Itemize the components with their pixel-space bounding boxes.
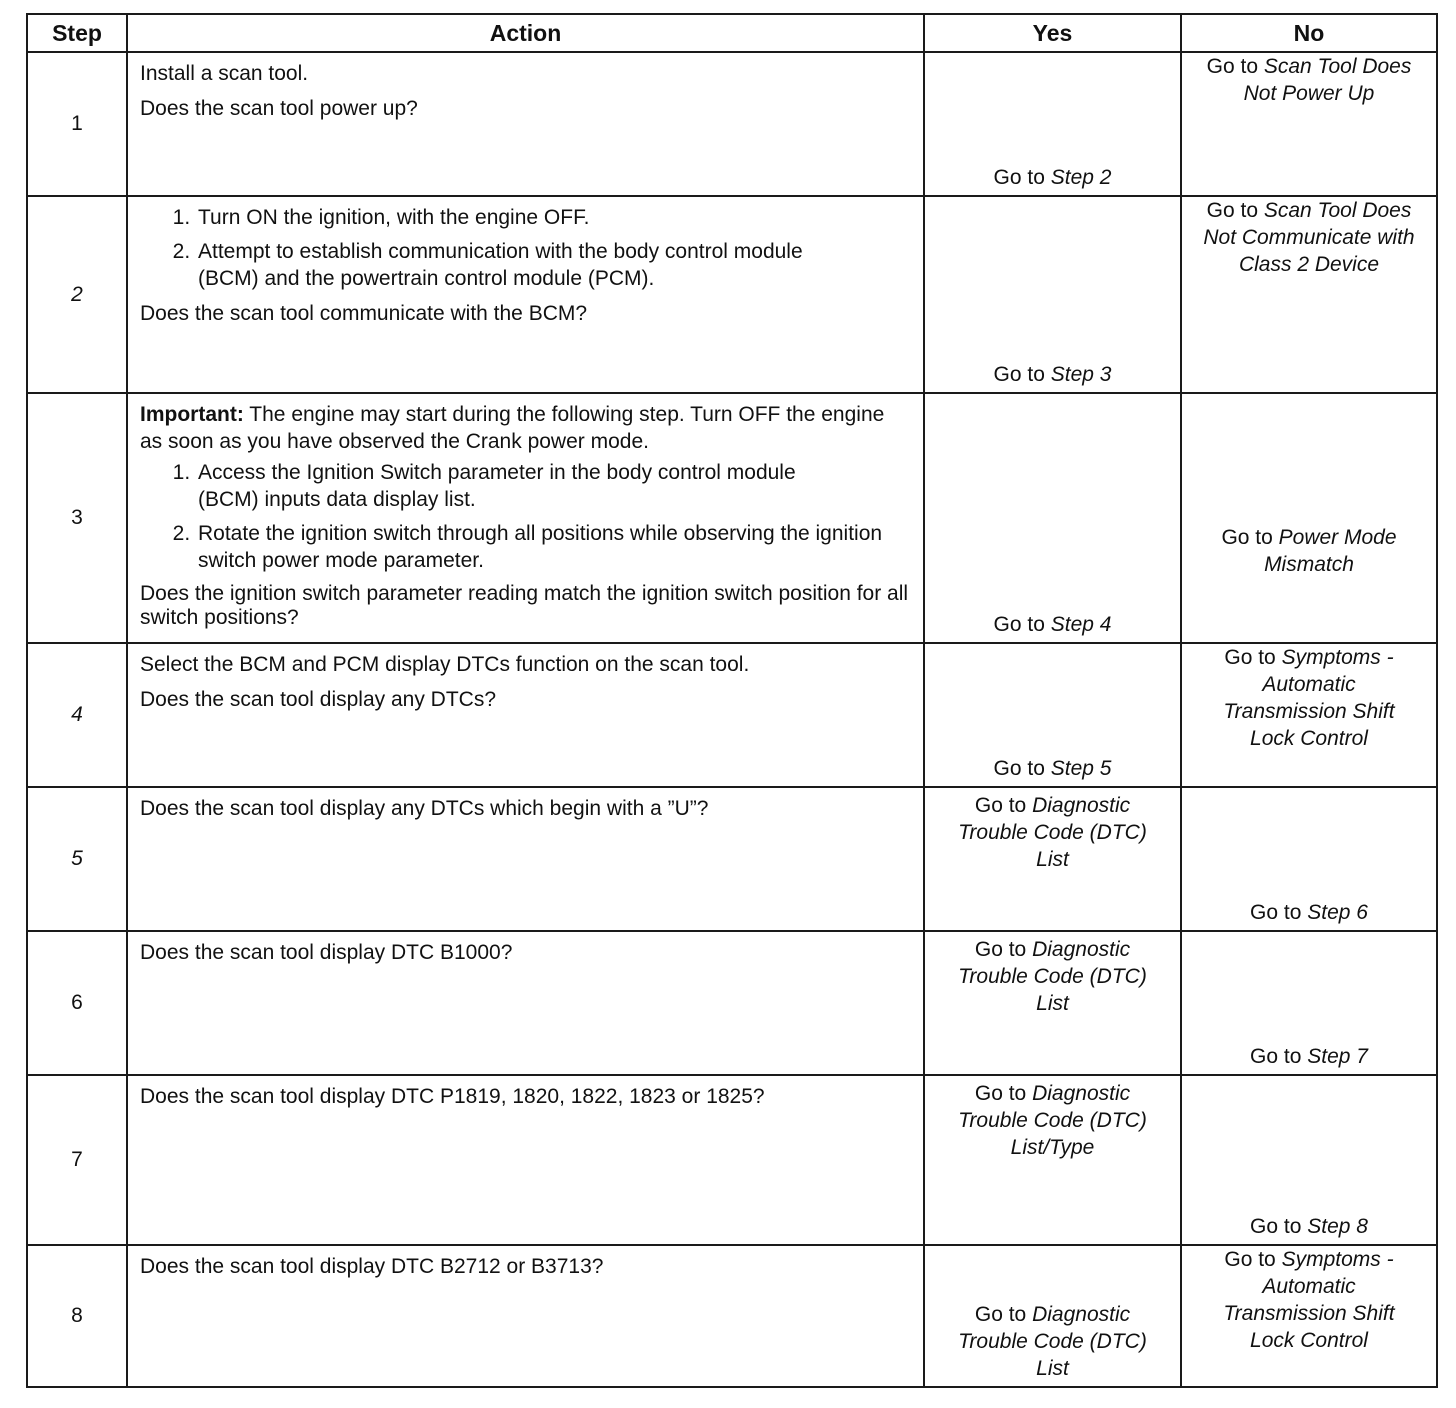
yes-link[interactable]: Step 2 <box>1050 166 1112 189</box>
action-question: Does the scan tool display DTC P1819, 1820, 1822, 1823 or 1825? <box>140 1085 765 1108</box>
yes-cell <box>924 52 1181 196</box>
no-link[interactable]: Scan Tool Does Not Power Up <box>1243 55 1412 105</box>
step-number: 7 <box>27 1075 127 1245</box>
action-list-item: 2. Attempt to establish communication with the body control module (BCM) and the powertrain control module (PCM). <box>196 238 911 292</box>
yes-prefix: Go to <box>974 1082 1027 1105</box>
yes-cell <box>924 1075 1181 1245</box>
table-row <box>27 1245 1437 1387</box>
header-yes: Yes <box>924 14 1181 52</box>
no-cell <box>1181 52 1437 196</box>
no-cell <box>1181 196 1437 393</box>
action-text: Install a scan tool. <box>140 62 309 85</box>
yes-prefix: Go to <box>974 938 1027 961</box>
header-no: No <box>1181 14 1437 52</box>
no-cell <box>1181 1245 1437 1387</box>
action-cell <box>127 1245 924 1387</box>
step-number: 6 <box>27 931 127 1075</box>
action-question: Does the scan tool power up? <box>140 97 418 120</box>
action-cell <box>127 52 924 196</box>
no-link[interactable]: Scan Tool Does Not Communicate with Class 2 Device <box>1203 199 1415 276</box>
no-link[interactable]: Symptoms - Automatic Transmission Shift Lock Control <box>1223 1248 1395 1352</box>
no-link[interactable]: Step 7 <box>1307 1045 1368 1068</box>
action-question: Does the scan tool display any DTCs? <box>140 688 497 711</box>
important-text: The engine may start during the following step. Turn OFF the engine as soon as you have observed the Crank power mode. <box>140 403 885 453</box>
yes-prefix: Go to <box>993 363 1045 386</box>
step-number: 5 <box>27 787 127 931</box>
no-prefix: Go to <box>1206 55 1259 78</box>
header-step: Step <box>27 14 127 52</box>
action-question: Does the scan tool display DTC B2712 or B3713? <box>140 1255 604 1278</box>
no-link[interactable]: Symptoms - Automatic Transmission Shift Lock Control <box>1223 646 1395 750</box>
action-cell <box>127 1075 924 1245</box>
table-row <box>27 931 1437 1075</box>
yes-cell <box>924 787 1181 931</box>
action-question: Does the ignition switch parameter reading match the ignition switch position for all switch positions? <box>140 582 909 629</box>
yes-cell <box>924 643 1181 787</box>
action-question: Does the scan tool communicate with the BCM? <box>140 302 588 325</box>
yes-cell <box>924 931 1181 1075</box>
table-row <box>27 643 1437 787</box>
table-row <box>27 196 1437 393</box>
yes-link[interactable]: Step 5 <box>1050 757 1112 780</box>
step-number: 8 <box>27 1245 127 1387</box>
yes-link[interactable]: Diagnostic Trouble Code (DTC) List/Type <box>958 1082 1147 1159</box>
action-text: Select the BCM and PCM display DTCs function on the scan tool. <box>140 653 750 676</box>
no-prefix: Go to <box>1250 1045 1302 1068</box>
action-list-item: 1. Access the Ignition Switch parameter in the body control module (BCM) inputs data display list. <box>196 459 911 513</box>
yes-cell <box>924 393 1181 643</box>
no-link[interactable]: Step 8 <box>1307 1215 1368 1238</box>
no-link[interactable]: Step 6 <box>1307 901 1368 924</box>
yes-link[interactable]: Diagnostic Trouble Code (DTC) List <box>958 794 1147 871</box>
important-note <box>140 401 911 455</box>
action-cell <box>127 931 924 1075</box>
table-row <box>27 52 1437 196</box>
no-prefix: Go to <box>1250 1215 1302 1238</box>
header-row <box>27 14 1437 52</box>
no-cell <box>1181 393 1437 643</box>
header-action: Action <box>127 14 924 52</box>
step-number: 2 <box>27 196 127 393</box>
action-question: Does the scan tool display any DTCs which begin with a ”U”? <box>140 797 709 820</box>
yes-prefix: Go to <box>993 613 1045 636</box>
action-cell <box>127 643 924 787</box>
yes-link[interactable]: Step 4 <box>1050 613 1112 636</box>
yes-cell <box>924 1245 1181 1387</box>
yes-link[interactable]: Diagnostic Trouble Code (DTC) List <box>958 938 1147 1015</box>
yes-prefix: Go to <box>974 1303 1027 1326</box>
yes-link[interactable]: Step 3 <box>1050 363 1112 386</box>
no-prefix: Go to <box>1206 199 1259 222</box>
yes-prefix: Go to <box>974 794 1027 817</box>
no-link[interactable]: Power Mode Mismatch <box>1264 526 1397 576</box>
no-prefix: Go to <box>1224 646 1276 669</box>
no-prefix: Go to <box>1221 526 1273 549</box>
no-prefix: Go to <box>1224 1248 1276 1271</box>
no-cell <box>1181 931 1437 1075</box>
action-list-item: 2. Rotate the ignition switch through all positions while observing the ignition switch power mode parameter. <box>196 520 911 574</box>
no-prefix: Go to <box>1250 901 1302 924</box>
table-row <box>27 1075 1437 1245</box>
yes-prefix: Go to <box>993 166 1045 189</box>
table-row <box>27 787 1437 931</box>
action-question: Does the scan tool display DTC B1000? <box>140 941 513 964</box>
action-list-item: 1. Turn ON the ignition, with the engine OFF. <box>196 204 911 231</box>
no-cell <box>1181 1075 1437 1245</box>
yes-cell <box>924 196 1181 393</box>
diagnostic-table <box>26 13 1438 1388</box>
important-label: Important: <box>140 403 244 426</box>
step-number: 1 <box>27 52 127 196</box>
step-number: 3 <box>27 393 127 643</box>
no-cell <box>1181 787 1437 931</box>
step-number: 4 <box>27 643 127 787</box>
yes-prefix: Go to <box>993 757 1045 780</box>
yes-link[interactable]: Diagnostic Trouble Code (DTC) List <box>958 1303 1147 1380</box>
no-cell <box>1181 643 1437 787</box>
action-cell <box>127 393 924 643</box>
table-row <box>27 393 1437 643</box>
action-cell <box>127 787 924 931</box>
action-cell <box>127 196 924 393</box>
